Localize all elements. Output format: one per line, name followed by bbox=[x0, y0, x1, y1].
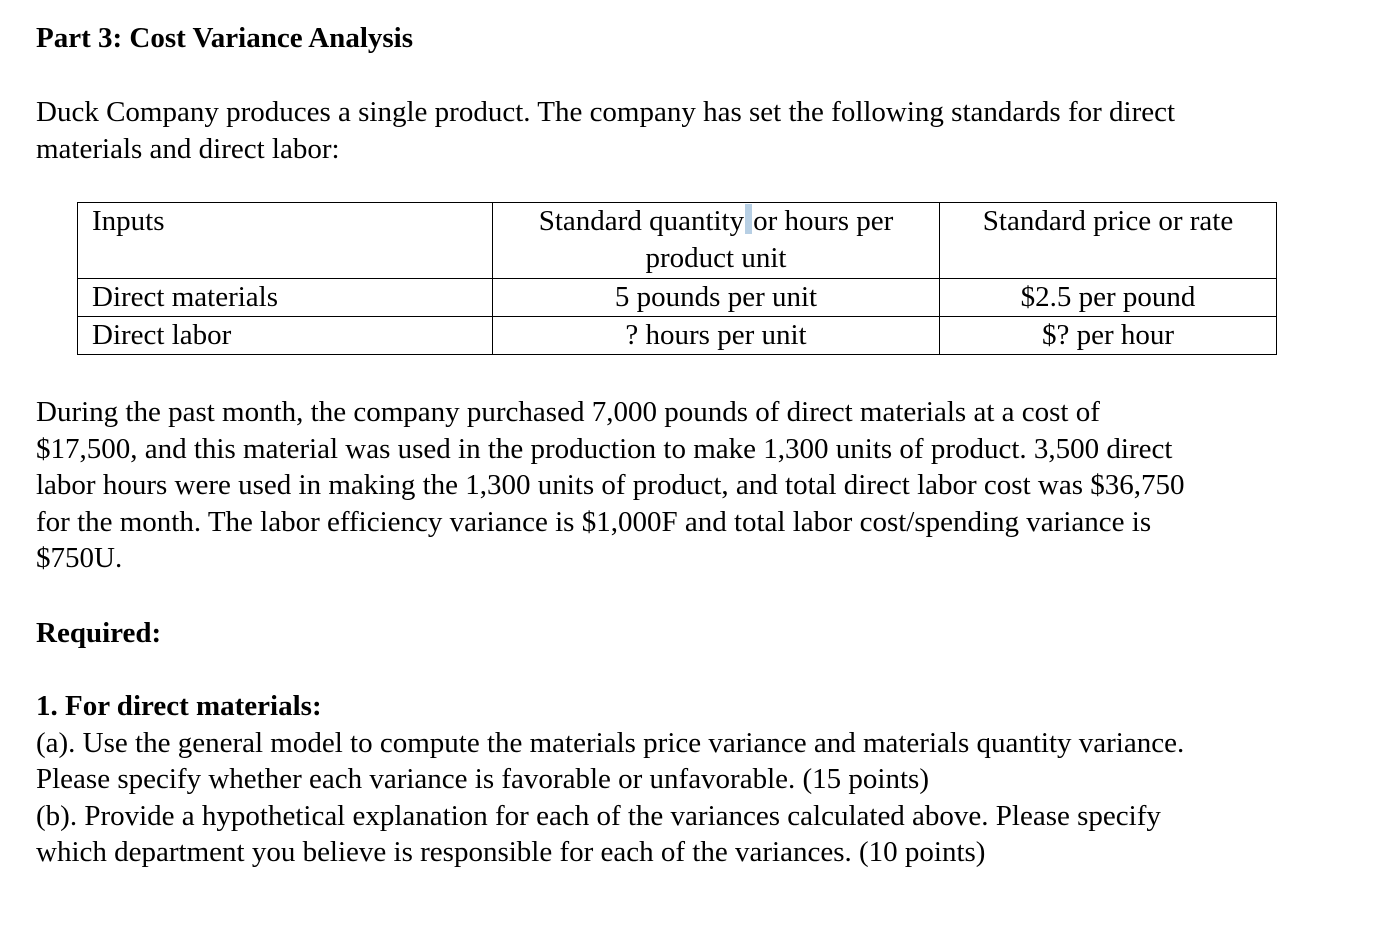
cell-input: Direct labor bbox=[78, 317, 493, 355]
table-row bbox=[78, 317, 1277, 355]
table-row bbox=[78, 279, 1277, 317]
intro-line-2: materials and direct labor: bbox=[36, 132, 340, 165]
header-standard-price bbox=[940, 203, 1277, 279]
question-1b-line-1: (b). Provide a hypothetical explanation for each of the variances calculated above. Please specify bbox=[36, 799, 1161, 832]
page-title: Part 3: Cost Variance Analysis bbox=[36, 22, 413, 54]
cell-quantity: ? hours per unit bbox=[493, 317, 940, 355]
header-price-text: Standard price or rate bbox=[982, 205, 1234, 237]
question-1 bbox=[36, 688, 1184, 871]
header-qty-part2: or hours per bbox=[753, 205, 894, 237]
cell-quantity: 5 pounds per unit bbox=[493, 279, 940, 317]
intro-line-1: Duck Company produces a single product. The company has set the following standards for direct bbox=[36, 96, 1176, 128]
details-line-2: $17,500, and this material was used in the production to make 1,300 units of product. 3,500 direct bbox=[36, 432, 1173, 465]
details-line-3: labor hours were used in making the 1,300 units of product, and total direct labor cost was $36,750 bbox=[36, 469, 1185, 501]
details-paragraph bbox=[36, 394, 1184, 577]
intro-paragraph bbox=[36, 94, 1175, 167]
details-line-4: for the month. The labor efficiency variance is $1,000F and total labor cost/spending variance is bbox=[36, 505, 1152, 538]
details-line-5: $750U. bbox=[36, 542, 123, 574]
header-qty-line2: product unit bbox=[645, 242, 787, 274]
question-1-heading: 1. For direct materials: bbox=[36, 690, 322, 722]
standards-table bbox=[77, 202, 1277, 355]
cell-price: $2.5 per pound bbox=[940, 279, 1277, 317]
cell-input: Direct materials bbox=[78, 279, 493, 317]
question-1b-line-2: which department you believe is responsible for each of the variances. (10 points) bbox=[36, 836, 986, 868]
details-line-1: During the past month, the company purchased 7,000 pounds of direct materials at a cost of bbox=[36, 396, 1100, 428]
cell-price: $? per hour bbox=[940, 317, 1277, 355]
header-qty-part1: Standard quantity bbox=[538, 205, 745, 237]
header-inputs bbox=[78, 203, 493, 279]
question-1a-line-1: (a). Use the general model to compute the materials price variance and materials quantity variance. bbox=[36, 726, 1185, 759]
required-heading: Required: bbox=[36, 617, 162, 649]
table-header-row bbox=[78, 203, 1277, 279]
question-1a-line-2: Please specify whether each variance is favorable or unfavorable. (15 points) bbox=[36, 763, 929, 795]
header-inputs-text: Inputs bbox=[92, 205, 165, 237]
header-standard-quantity bbox=[493, 203, 940, 279]
text-cursor bbox=[745, 204, 752, 234]
